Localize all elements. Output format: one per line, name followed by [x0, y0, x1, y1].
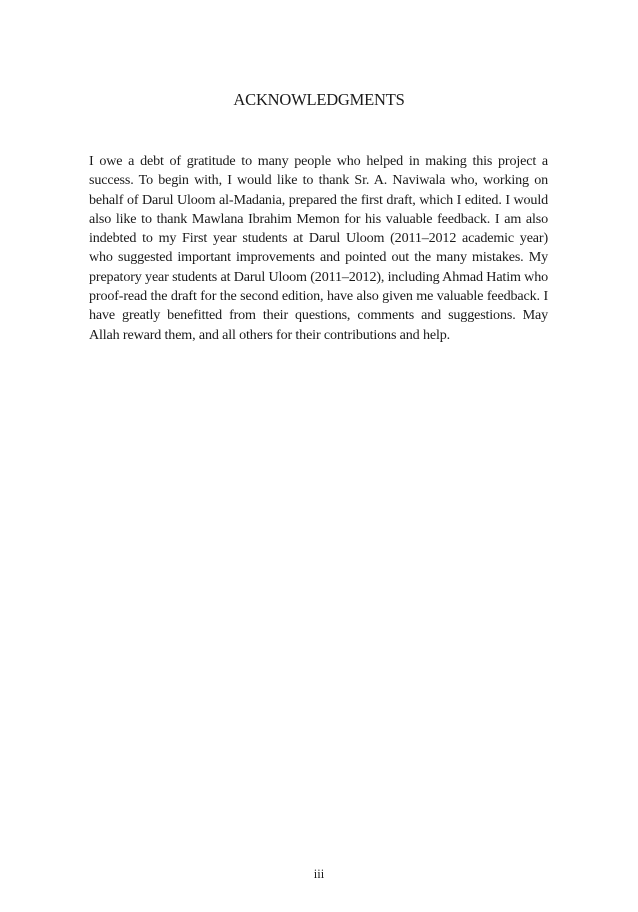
page-number: iii [313, 867, 325, 881]
acknowledgments-paragraph: I owe a debt of gratitude to many people who helped in making this project a success. To begin with, I would like to thank Sr. A. Naviwala who, working on behalf of Darul Uloom al-Madania, prepared the first draft, which I edited. I would also like to thank Mawlana Ibrahim Memon for his valuable feedback. I am also indebted to my First year students at Darul Uloom (2011–2012 academic year) who suggested important improvements and pointed out the many mistakes. My prepatory year students at Darul Uloom (2011–2012), including Ahmad Hatim who proof-read the draft for the second edition, have also given me valuable feedback. I have greatly benefitted from their questions, comments and suggestions. May Allah reward them, and all others for their contributions and help. [89, 153, 548, 343]
page-title: ACKNOWLEDGMENTS [233, 90, 405, 109]
